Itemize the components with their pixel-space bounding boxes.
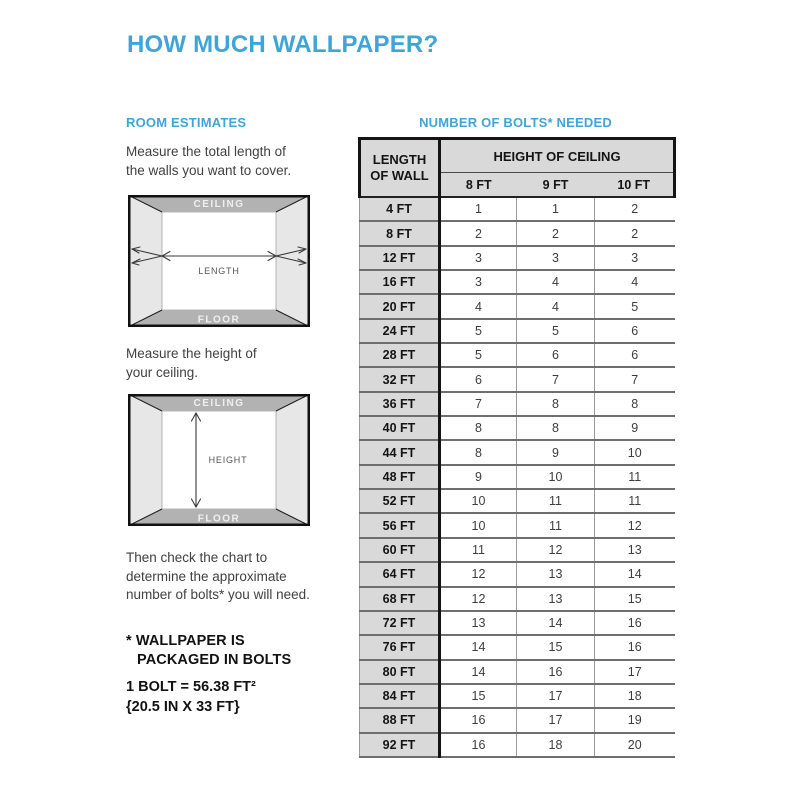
bolt-count-cell: 7 [517, 367, 595, 391]
table-row [360, 538, 675, 562]
bolt-count-cell: 17 [517, 708, 595, 732]
bolt-table [358, 137, 676, 758]
bolt-count-cell: 2 [517, 221, 595, 245]
instruction-line: Then check the chart to [126, 550, 268, 565]
table-row [360, 635, 675, 659]
table-row [360, 367, 675, 391]
bolt-count-cell: 20 [595, 733, 675, 757]
table-row [360, 392, 675, 416]
floor-label: FLOOR [197, 513, 241, 525]
wall-length-cell: 92 FT [360, 733, 440, 757]
bolt-count-cell: 18 [595, 684, 675, 708]
wall-length-cell: 60 FT [360, 538, 440, 562]
wall-length-cell: 80 FT [360, 660, 440, 684]
bolt-count-cell: 9 [595, 416, 675, 440]
bolt-count-cell: 4 [595, 270, 675, 294]
wall-length-header [360, 139, 440, 198]
wall-length-cell: 40 FT [360, 416, 440, 440]
footnote-line: * WALLPAPER IS [126, 633, 245, 649]
instruction-step-2 [126, 345, 366, 382]
instruction-line: your ceiling. [126, 364, 199, 380]
ceiling-label: CEILING [193, 398, 245, 409]
bolt-count-cell: 6 [517, 343, 595, 367]
bolt-count-cell: 15 [595, 587, 675, 611]
bolt-count-cell: 6 [595, 319, 675, 343]
wall-length-cell: 72 FT [360, 611, 440, 635]
table-row [360, 684, 675, 708]
bolt-count-cell: 10 [440, 513, 517, 537]
bolt-count-cell: 10 [440, 489, 517, 513]
instruction-line: Measure the height of [126, 346, 257, 361]
table-row [360, 270, 675, 294]
bolt-count-cell: 5 [440, 343, 517, 367]
instruction-line: Measure the total length of [126, 144, 286, 159]
wall-length-cell: 20 FT [360, 294, 440, 318]
bolt-count-cell: 12 [517, 538, 595, 562]
instruction-line: determine the approximate [126, 568, 287, 584]
table-row [360, 319, 675, 343]
bolt-count-cell: 5 [595, 294, 675, 318]
instruction-line: number of bolts* you will need. [126, 587, 310, 602]
instruction-line: the walls you want to cover. [126, 162, 292, 178]
bolt-count-cell: 9 [440, 465, 517, 489]
bolt-size-line: {20.5 IN X 33 FT} [126, 698, 240, 715]
bolts-needed-heading: NUMBER OF BOLTS* NEEDED [419, 115, 612, 130]
bolt-count-cell: 7 [440, 392, 517, 416]
table-row [360, 197, 675, 221]
table-row [360, 660, 675, 684]
bolt-count-cell: 1 [440, 197, 517, 221]
bolt-count-cell: 11 [440, 538, 517, 562]
bolt-count-cell: 19 [595, 708, 675, 732]
wall-length-cell: 68 FT [360, 587, 440, 611]
bolt-table-container [358, 137, 676, 758]
table-header-row [360, 139, 675, 173]
bolt-count-cell: 16 [440, 708, 517, 732]
bolt-count-cell: 1 [517, 197, 595, 221]
instruction-step-1 [126, 143, 366, 180]
wall-length-cell: 56 FT [360, 513, 440, 537]
ceiling-height-column-header: 9 FT [517, 173, 595, 198]
wall-length-header-line: LENGTH [372, 152, 427, 167]
floor-label: FLOOR [197, 314, 241, 326]
page-title: HOW MUCH WALLPAPER? [127, 31, 439, 58]
wall-length-header-line: OF WALL [370, 168, 429, 183]
table-row [360, 416, 675, 440]
bolt-count-cell: 15 [517, 635, 595, 659]
room-estimates-heading: ROOM ESTIMATES [126, 115, 247, 130]
bolt-count-cell: 2 [440, 221, 517, 245]
ceiling-height-column-header: 8 FT [440, 173, 517, 198]
table-row [360, 562, 675, 586]
bolt-count-cell: 3 [440, 270, 517, 294]
left-wall-shape [128, 195, 162, 327]
bolt-count-cell: 6 [595, 343, 675, 367]
ceiling-height-column-header: 10 FT [595, 173, 675, 198]
ceiling-label: CEILING [193, 199, 245, 210]
table-row [360, 343, 675, 367]
bolt-count-cell: 14 [595, 562, 675, 586]
bolt-count-cell: 11 [595, 465, 675, 489]
table-row [360, 440, 675, 464]
ceiling-height-header: HEIGHT OF CEILING [440, 139, 675, 173]
height-room-diagram [128, 394, 310, 526]
wall-length-cell: 4 FT [360, 197, 440, 221]
bolt-count-cell: 14 [440, 660, 517, 684]
bolt-count-cell: 4 [517, 270, 595, 294]
wall-length-cell: 12 FT [360, 246, 440, 270]
bolt-count-cell: 17 [517, 684, 595, 708]
table-row [360, 294, 675, 318]
bolt-count-cell: 12 [440, 587, 517, 611]
bolt-count-cell: 10 [595, 440, 675, 464]
wall-length-cell: 88 FT [360, 708, 440, 732]
wall-length-cell: 84 FT [360, 684, 440, 708]
wallpaper-footnote [126, 632, 291, 670]
left-wall-shape [128, 394, 162, 526]
bolt-count-cell: 11 [517, 489, 595, 513]
bolt-size-line: 1 BOLT = 56.38 FT² [126, 679, 256, 695]
bolt-count-cell: 14 [440, 635, 517, 659]
height-measure-label: HEIGHT [208, 455, 248, 465]
wall-length-cell: 44 FT [360, 440, 440, 464]
bolt-count-cell: 3 [440, 246, 517, 270]
bolt-count-cell: 13 [517, 587, 595, 611]
bolt-count-cell: 14 [517, 611, 595, 635]
table-row [360, 513, 675, 537]
bolt-count-cell: 11 [517, 513, 595, 537]
bolt-count-cell: 17 [595, 660, 675, 684]
bolt-count-cell: 16 [440, 733, 517, 757]
bolt-count-cell: 3 [595, 246, 675, 270]
table-row [360, 733, 675, 757]
bolt-count-cell: 15 [440, 684, 517, 708]
bolt-count-cell: 12 [440, 562, 517, 586]
bolt-count-cell: 4 [517, 294, 595, 318]
wall-length-cell: 48 FT [360, 465, 440, 489]
bolt-count-cell: 5 [440, 319, 517, 343]
bolt-count-cell: 18 [517, 733, 595, 757]
bolt-count-cell: 8 [517, 392, 595, 416]
bolt-count-cell: 5 [517, 319, 595, 343]
back-wall-shape [162, 212, 276, 310]
bolt-count-cell: 4 [440, 294, 517, 318]
wall-length-cell: 24 FT [360, 319, 440, 343]
bolt-count-cell: 10 [517, 465, 595, 489]
bolt-count-cell: 13 [440, 611, 517, 635]
wall-length-cell: 76 FT [360, 635, 440, 659]
wall-length-cell: 16 FT [360, 270, 440, 294]
bolt-count-cell: 12 [595, 513, 675, 537]
bolt-count-cell: 9 [517, 440, 595, 464]
bolt-count-cell: 3 [517, 246, 595, 270]
wall-length-cell: 8 FT [360, 221, 440, 245]
right-wall-shape [276, 394, 310, 526]
table-row [360, 246, 675, 270]
footnote-line: PACKAGED IN BOLTS [137, 652, 292, 668]
bolt-count-cell: 7 [595, 367, 675, 391]
bolt-count-cell: 8 [440, 416, 517, 440]
right-wall-shape [276, 195, 310, 327]
length-measure-label: LENGTH [198, 266, 240, 276]
table-row [360, 489, 675, 513]
table-row [360, 465, 675, 489]
wall-length-cell: 52 FT [360, 489, 440, 513]
bolt-count-cell: 13 [595, 538, 675, 562]
bolt-table-body [360, 197, 675, 757]
table-row [360, 221, 675, 245]
bolt-count-cell: 8 [595, 392, 675, 416]
wall-length-cell: 28 FT [360, 343, 440, 367]
length-room-diagram [128, 195, 310, 327]
bolt-count-cell: 16 [595, 635, 675, 659]
bolt-count-cell: 16 [517, 660, 595, 684]
wall-length-cell: 32 FT [360, 367, 440, 391]
bolt-count-cell: 16 [595, 611, 675, 635]
wall-length-cell: 36 FT [360, 392, 440, 416]
bolt-count-cell: 11 [595, 489, 675, 513]
wall-length-cell: 64 FT [360, 562, 440, 586]
table-row [360, 708, 675, 732]
table-row [360, 611, 675, 635]
instruction-step-3 [126, 549, 366, 605]
bolt-count-cell: 2 [595, 197, 675, 221]
bolt-size-info [126, 678, 256, 717]
bolt-count-cell: 8 [517, 416, 595, 440]
bolt-count-cell: 2 [595, 221, 675, 245]
bolt-count-cell: 13 [517, 562, 595, 586]
bolt-count-cell: 6 [440, 367, 517, 391]
table-row [360, 587, 675, 611]
bolt-count-cell: 8 [440, 440, 517, 464]
